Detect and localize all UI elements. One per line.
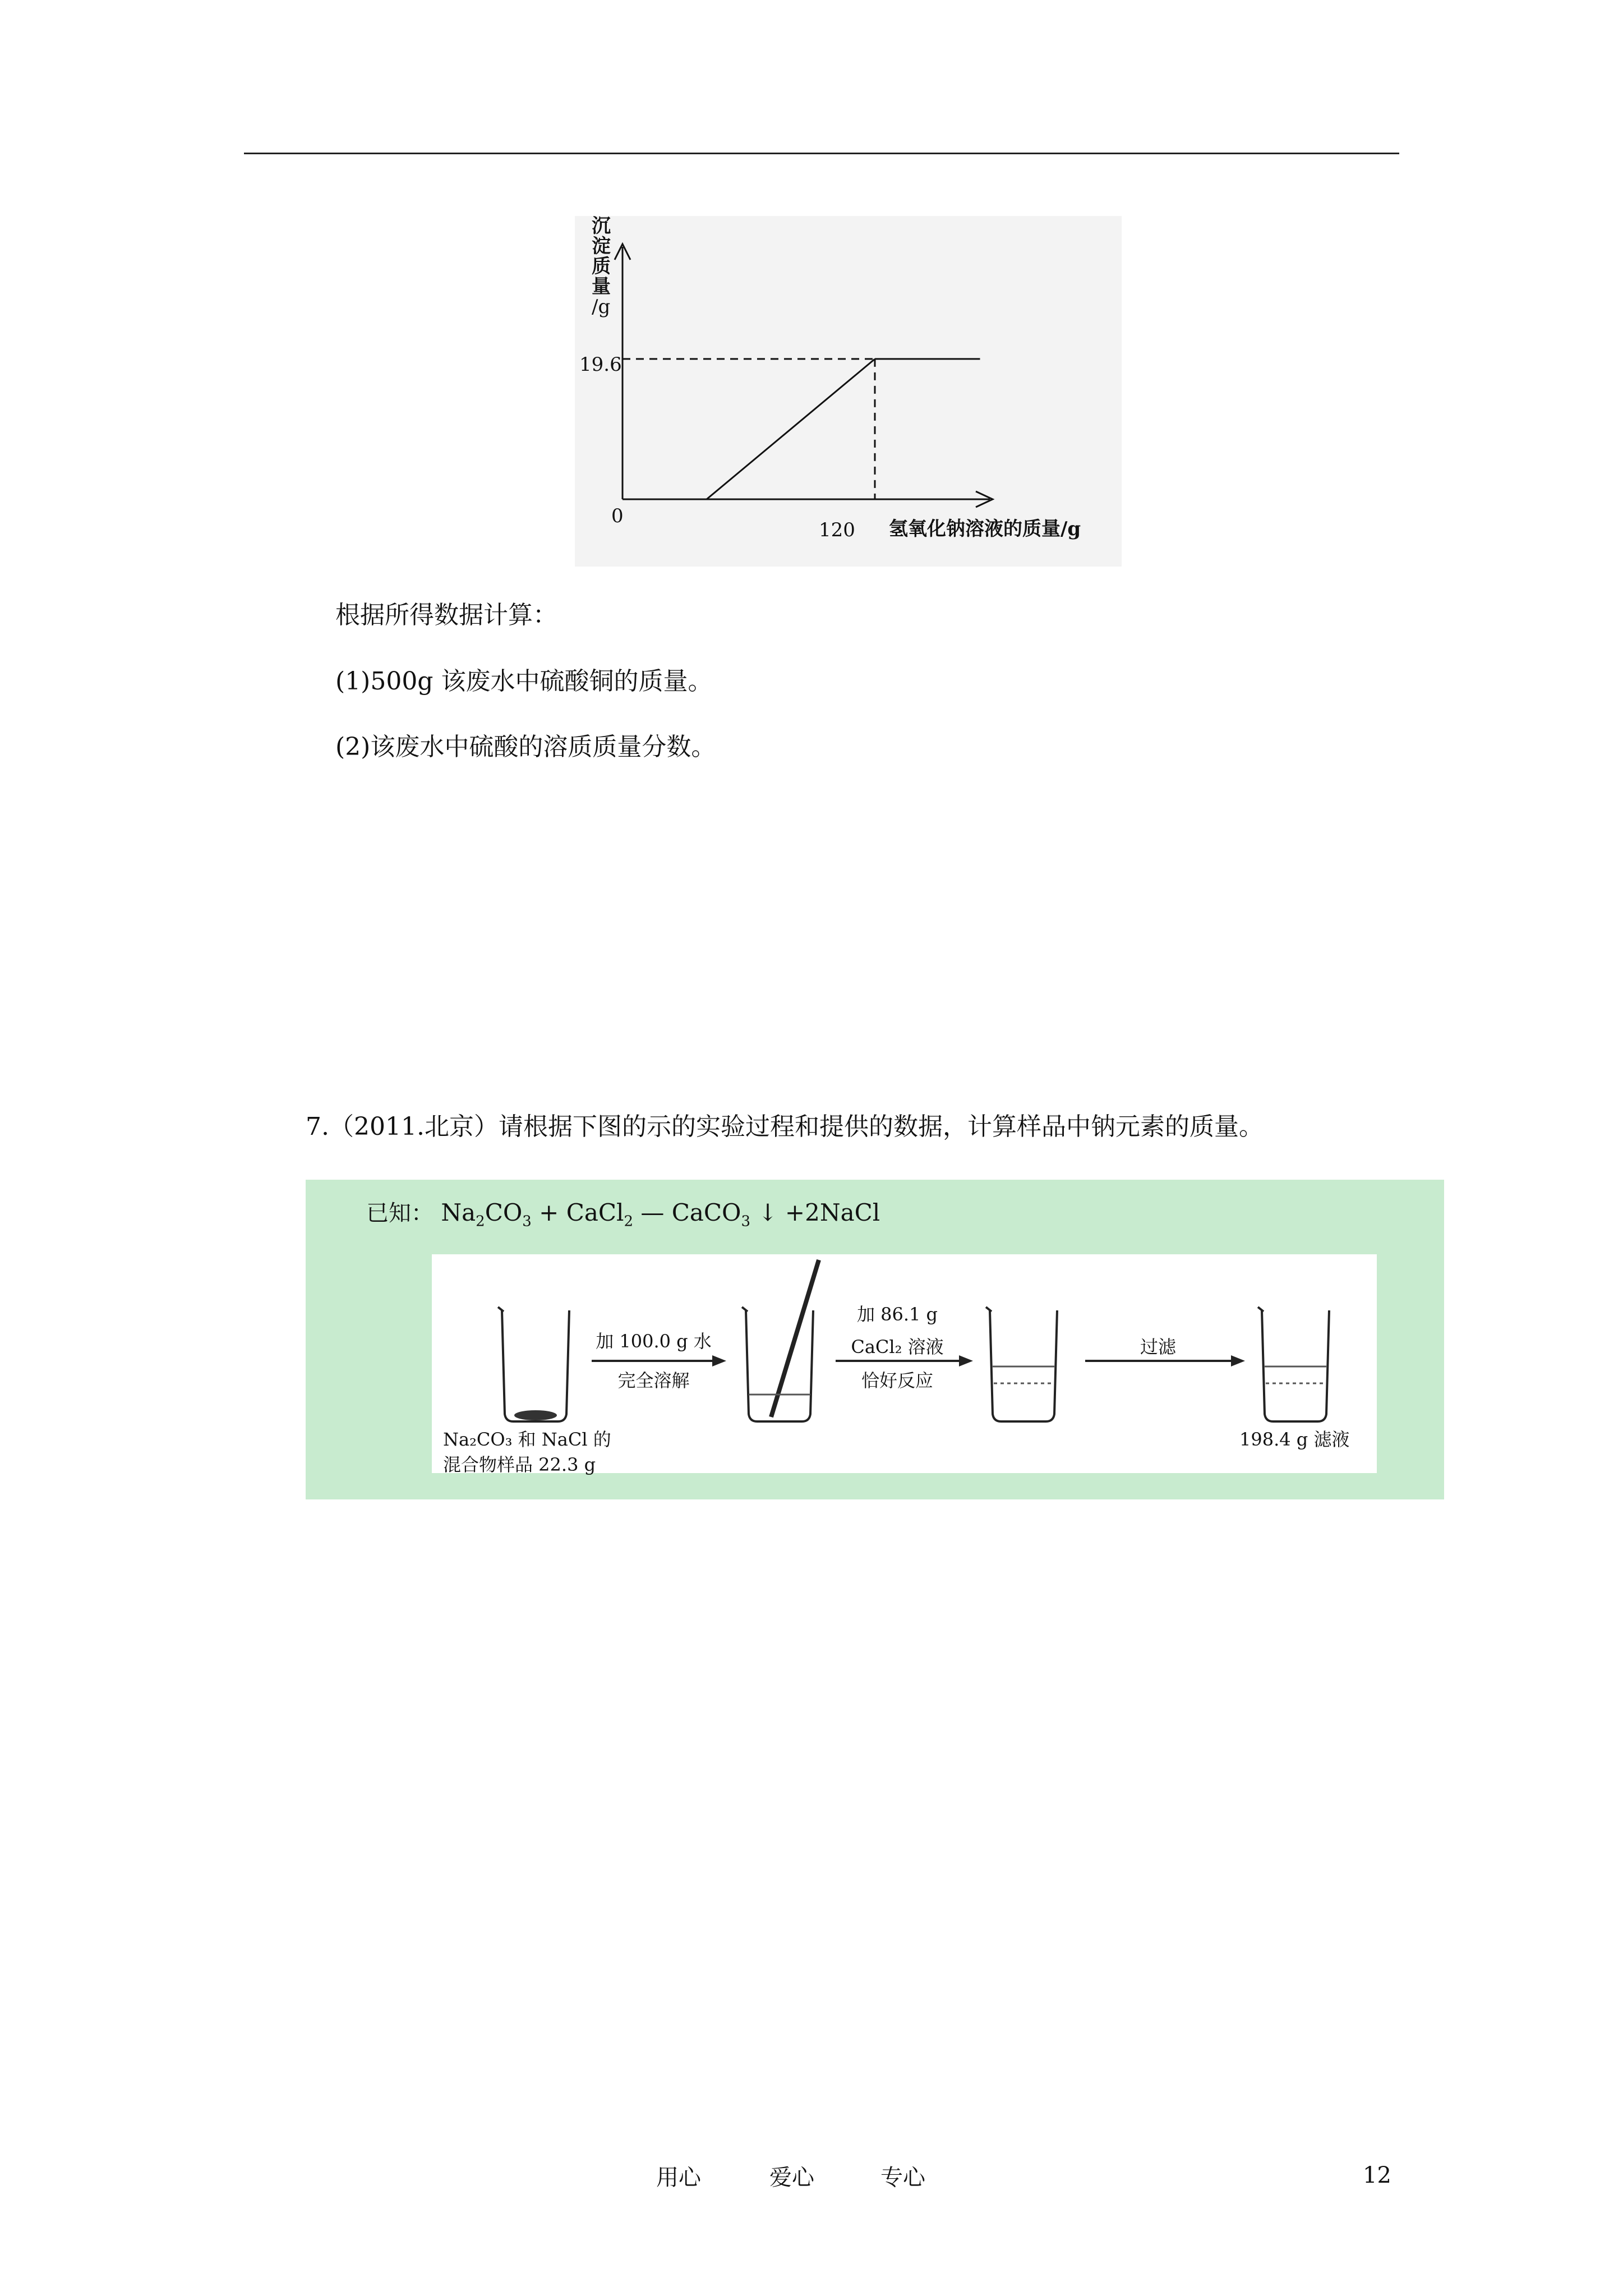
y-axis-label-char: 量 <box>592 275 611 298</box>
beaker-4-lip <box>1258 1307 1264 1312</box>
step1-label-2: 完全溶解 <box>617 1370 690 1391</box>
beaker-2-lip <box>742 1307 748 1312</box>
footer-word-2: 爱心 <box>769 2165 814 2191</box>
step2-label-3: 恰好反应 <box>861 1370 933 1391</box>
solid-sample <box>514 1410 557 1420</box>
beaker-2 <box>746 1310 813 1421</box>
equation-prefix: Na <box>441 1199 476 1226</box>
x-tick-label: 120 <box>819 519 855 541</box>
series-segment <box>707 359 875 499</box>
process-panel <box>432 1254 1377 1473</box>
y-axis-label-char: 淀 <box>592 235 611 257</box>
y-axis-unit: /g <box>592 296 611 318</box>
header-rule <box>244 153 1399 154</box>
filtrate-label: 198.4 g 滤液 <box>1239 1429 1350 1450</box>
sample-label-2: 混合物样品 22.3 g <box>443 1454 596 1475</box>
y-axis-label-char: 沉 <box>592 215 611 237</box>
beaker-3-lip <box>986 1307 992 1312</box>
step2-label-2: CaCl₂ 溶液 <box>851 1336 944 1358</box>
footer-word-3: 专心 <box>880 2165 925 2191</box>
question-7: 7.（2011.北京）请根据下图的示的实验过程和提供的数据，计算样品中钠元素的质量。 <box>306 1112 1264 1141</box>
y-axis-label-char: 质 <box>592 255 611 278</box>
sample-label-1: Na₂CO₃ 和 NaCl 的 <box>443 1429 611 1450</box>
page-number: 12 <box>1363 2162 1391 2188</box>
footer-word-1: 用心 <box>656 2165 701 2191</box>
question-2: (2)该废水中硫酸的溶质质量分数。 <box>335 733 716 761</box>
experiment-figure <box>306 1180 1444 1499</box>
x-axis-label: 氢氧化钠溶液的质量/g <box>889 518 1081 540</box>
step3-label: 过滤 <box>1140 1336 1176 1358</box>
equation-text: $Na_2CO_3$ + CaCl$_2$ — CaCO$_3$ ↓ +2NaCl <box>441 1199 880 1230</box>
step2-label-1: 加 86.1 g <box>856 1304 938 1325</box>
y-tick-label: 19.6 <box>579 353 622 376</box>
question-1: (1)500g 该废水中硫酸铜的质量。 <box>335 667 713 696</box>
beaker-1-lip <box>498 1307 504 1312</box>
precipitate-graph <box>575 216 1122 567</box>
origin-label: 0 <box>611 505 624 527</box>
y-axis-label <box>592 216 611 317</box>
step1-label-1: 加 100.0 g 水 <box>596 1331 712 1352</box>
beaker-1 <box>502 1310 569 1421</box>
intro-text: 根据所得数据计算： <box>335 601 557 629</box>
known-equation <box>366 1195 880 1230</box>
known-label: 已知： <box>366 1200 434 1226</box>
